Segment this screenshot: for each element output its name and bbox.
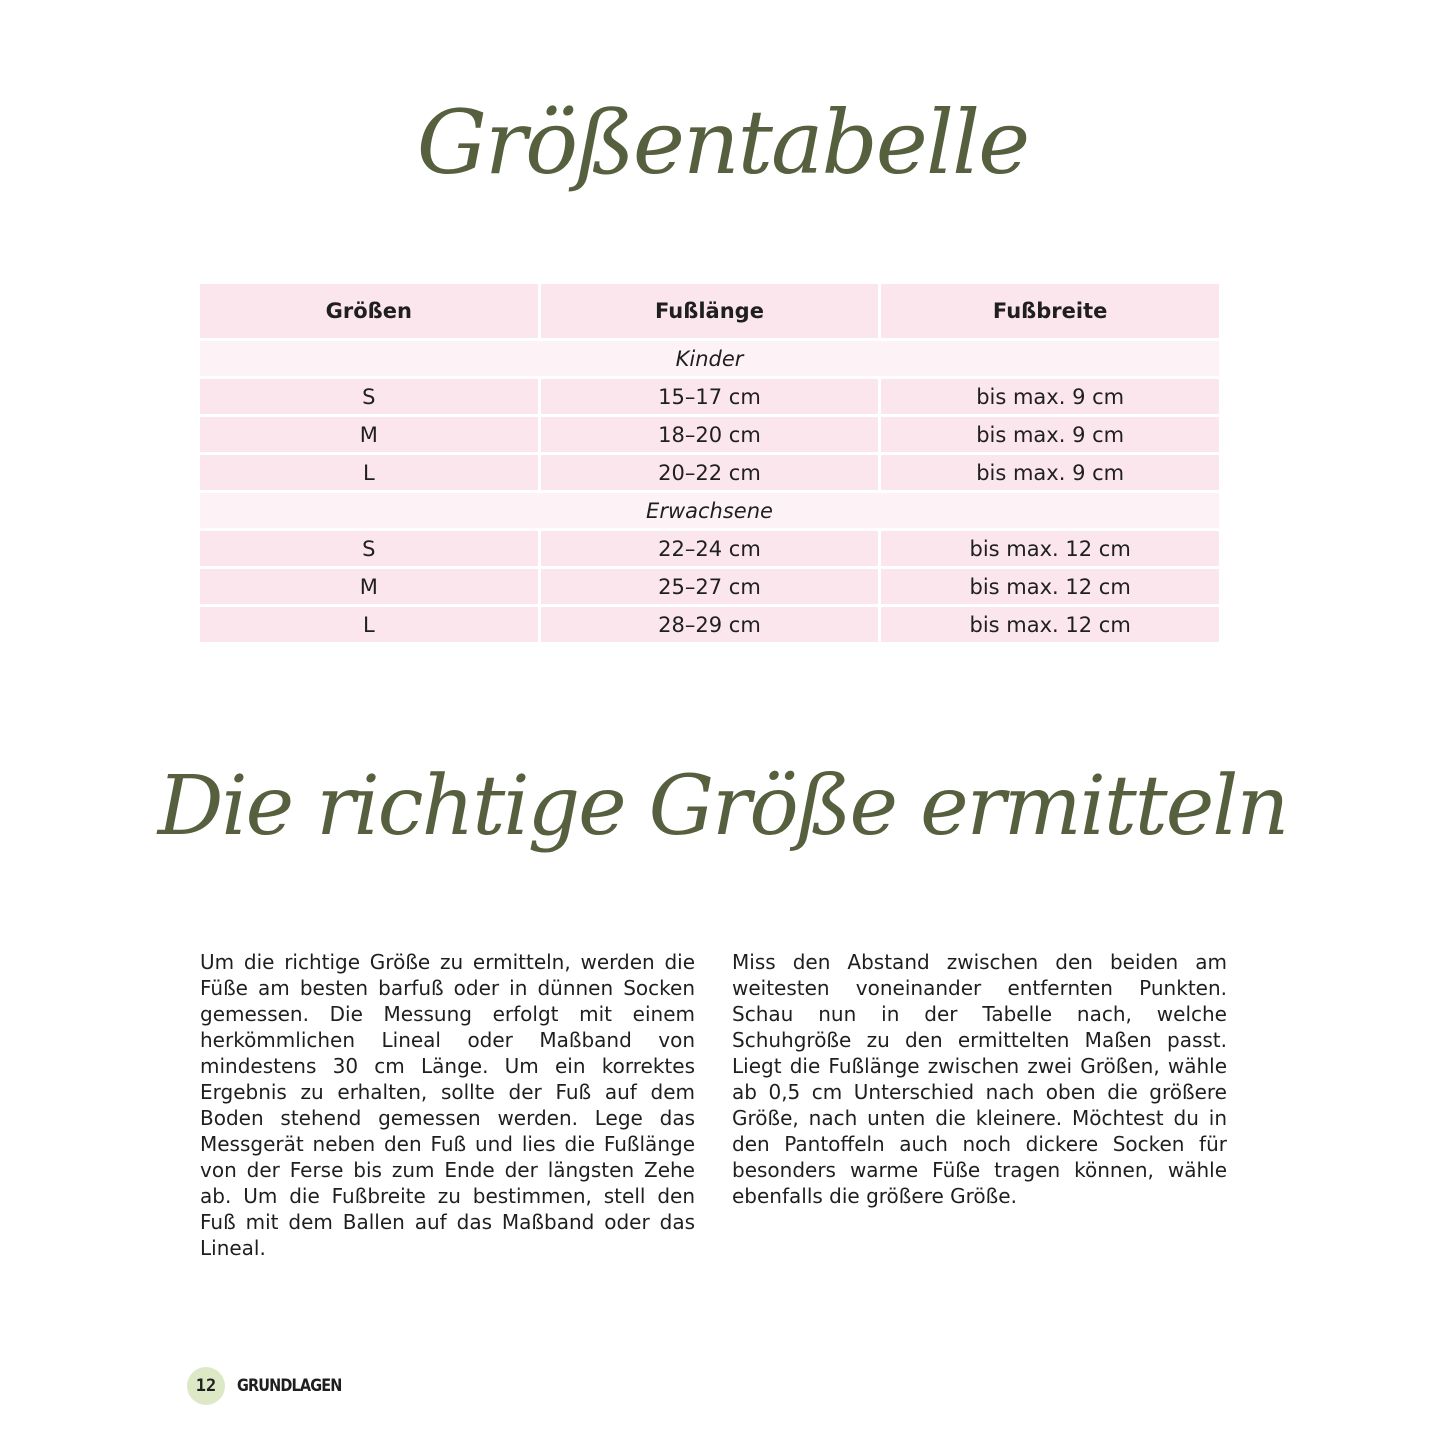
group-row-kinder — [200, 341, 1219, 376]
width-cell: bis max. 12 cm — [881, 531, 1219, 566]
header-sizes: Größen — [200, 284, 538, 338]
page-number: 12 — [187, 1367, 225, 1405]
size-cell: M — [200, 417, 538, 452]
group-row-erwachsene — [200, 493, 1219, 528]
section-title: Die richtige Größe ermitteln — [157, 759, 1288, 854]
size-cell: S — [200, 531, 538, 566]
length-cell: 28–29 cm — [541, 607, 879, 642]
size-cell: L — [200, 455, 538, 490]
table-header-row — [200, 284, 1219, 338]
page-title: Größentabelle — [416, 91, 1029, 194]
group-label: Erwachsene — [200, 493, 1219, 528]
size-cell: S — [200, 379, 538, 414]
header-foot-width: Fußbreite — [881, 284, 1219, 338]
table-row — [200, 455, 1219, 490]
body-text-right: Miss den Abstand zwischen den beiden am weitesten voneinander entfernten Punkten. Schau nun in der Tabelle nach, welche Schuhgröße zu den ermittelten Maßen passt. Liegt die Fußlänge zwischen zwei Größen, wähle ab 0,5 cm Unterschied nach oben die größere Größe, nach unten die kleinere. Möchtest du in den Pantoffeln auch noch dickere Socken für besonders warme Füße tragen können, wähle ebenfalls die größere Größe. — [732, 950, 1227, 1208]
length-cell: 15–17 cm — [541, 379, 879, 414]
length-cell: 25–27 cm — [541, 569, 879, 604]
table-row — [200, 569, 1219, 604]
width-cell: bis max. 9 cm — [881, 455, 1219, 490]
width-cell: bis max. 9 cm — [881, 379, 1219, 414]
header-foot-length: Fußlänge — [541, 284, 879, 338]
table-row — [200, 607, 1219, 642]
body-text-left: Um die richtige Größe zu ermitteln, werden die Füße am besten barfuß oder in dünnen Socken gemessen. Die Messung erfolgt mit einem herkömmlichen Lineal oder Maßband von mindestens 30 cm Länge. Um ein korrektes Ergebnis zu erhalten, sollte der Fuß auf dem Boden stehend gemessen werden. Lege das Messgerät neben den Fuß und lies die Fußlänge von der Ferse bis zum Ende der längsten Zehe ab. Um die Fußbreite zu bestimmen, stell den Fuß mit dem Ballen auf das Maßband oder das Lineal. — [200, 950, 695, 1260]
length-cell: 20–22 cm — [541, 455, 879, 490]
length-cell: 18–20 cm — [541, 417, 879, 452]
table-row — [200, 417, 1219, 452]
size-cell: M — [200, 569, 538, 604]
width-cell: bis max. 12 cm — [881, 607, 1219, 642]
page-footer — [187, 1366, 360, 1406]
table-row — [200, 379, 1219, 414]
length-cell: 22–24 cm — [541, 531, 879, 566]
section-label: GRUNDLAGEN — [237, 1376, 342, 1396]
size-cell: L — [200, 607, 538, 642]
table-row — [200, 531, 1219, 566]
width-cell: bis max. 9 cm — [881, 417, 1219, 452]
group-label: Kinder — [200, 341, 1219, 376]
width-cell: bis max. 12 cm — [881, 569, 1219, 604]
size-table — [197, 281, 1222, 645]
